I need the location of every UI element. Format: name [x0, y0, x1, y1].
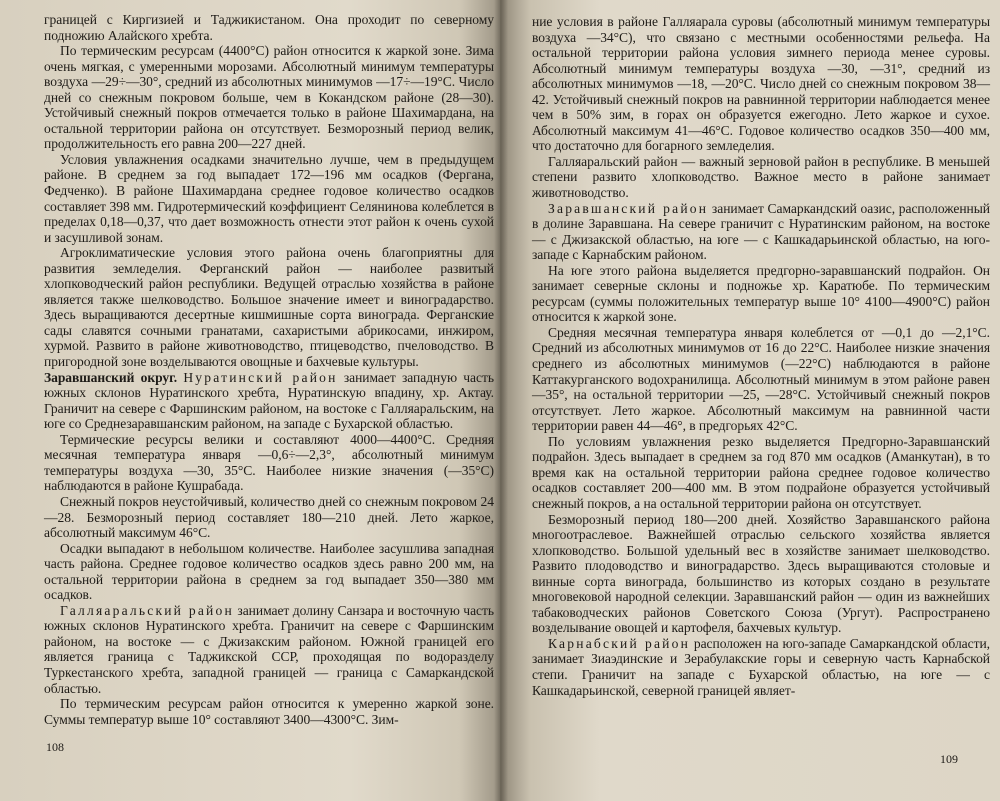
page-number: 109	[940, 752, 958, 766]
paragraph: границей с Киргизией и Таджикистаном. Она проходит по северному подножию Алайского хребта.	[44, 12, 494, 43]
section-paragraph	[44, 603, 494, 696]
paragraph: На юге этого района выделяется предгорно-заравшанский подрайон. Он занимает северные склоны и подножье хр. Каратюбе. По термическим ресурсам (суммы положительных температур выше 10° 4100—4900°С) район относится к жаркой зоне.	[532, 262, 990, 325]
paragraph-text: занимает западную часть южных склонов Нуратинского хребта, Нуратинскую впадину, хр. Актау. Граничит на севере с Фаршинским районом, на востоке с Галляаральским, на юге со Среднезаравшанским районом, на западе с Бухарской областью.	[44, 369, 494, 432]
right-page	[500, 0, 1000, 801]
section-paragraph	[532, 636, 990, 698]
paragraph: Безморозный период 180—200 дней. Хозяйство Заравшанского района многоотраслевое. Важнейшей отраслью сельского хозяйства является хлопководство. Большой удельный вес в хозяйстве занимает шелководство. Развито плодоводство и виноградарство. Здесь выращиваются столовые и винные сорта винограда, большинство из которых создано в результате многовековой народной селекции. Заравшанский район — один из важнейших табаководческих районов Советского Союза (Ургут). Распространено возделывание овощей и картофеля, бахчевых культур.	[532, 511, 990, 636]
district-name: Галляаральский район	[60, 602, 234, 618]
paragraph: Агроклиматические условия этого района очень благоприятны для развития земледелия. Ферганский район — наиболее развитый хлопководческий район республики. Ведущей отраслью хозяйства в районе является также шелководство. Большое значение имеет и виноградарство. Здесь выращиваются десертные кишмишные сорта винограда. Ферганские сады славятся сочными гранатами, сахаристыми абрикосами, инжиром, хурмой. Развито в районе животноводство, птицеводство, пчеловодство. В пригородной зоне возделываются овощные и бахчевые культуры.	[44, 245, 494, 370]
left-page-text	[44, 12, 494, 727]
paragraph: Осадки выпадают в небольшом количестве. Наиболее засушлива западная часть района. Среднее годовое количество осадков здесь равно 200 мм, на остальной территории района в среднем за год выпадает 350—380 мм осадков.	[44, 540, 494, 603]
paragraph: Термические ресурсы велики и составляют 4000—4400°С. Средняя месячная температура января —0,6÷—2,3°, абсолютный минимум температуры воздуха —30, 35°С. Наиболее низкие значения (—35°С) наблюдаются в районе Кушрабада.	[44, 431, 494, 494]
paragraph: Галляаральский район — важный зерновой район в республике. В меньшей степени развито хлопководство. Важное место в районе занимает животноводство.	[532, 153, 990, 201]
book-gutter	[494, 0, 508, 801]
paragraph-text: занимает Самаркандский оазис, расположенный в долине Заравшана. На севере граничит с Нуратинским районом, на востоке — с Джизакской областью, на юге — с Кашкадарьинской областью, на юго-западе с Карнабским районом.	[532, 200, 990, 263]
page-number: 108	[46, 740, 64, 754]
section-paragraph	[44, 370, 494, 432]
right-page-text	[532, 14, 990, 698]
paragraph: По термическим ресурсам (4400°С) район относится к жаркой зоне. Зима очень мягкая, с умеренными морозами. Абсолютный минимум температуры воздуха —29÷—30°, средний из абсолютных минимумов —17÷—19°С. Число дней со снежным покровом больше, чем в Кокандском районе (28—30). Устойчивый снежный покров отмечается только в районе Шахимардана, на остальной территории района он отсутствует. Безморозный период велик, продолжительность его равна 200—227 дней.	[44, 43, 494, 152]
paragraph: По термическим ресурсам район относится к умеренно жаркой зоне. Суммы температур выше 10° составляют 3400—4300°С. Зим-	[44, 696, 494, 727]
paragraph: Снежный покров неустойчивый, количество дней со снежным покровом 24—28. Безморозный период составляет 180—210 дней. Лето жаркое, абсолютный максимум 46°С.	[44, 493, 494, 541]
district-name: Карнабский район	[548, 635, 691, 651]
district-name: Заравшанский район	[548, 200, 709, 216]
district-name: Нуратинский район	[183, 369, 338, 385]
paragraph: ние условия в районе Галляарала суровы (абсолютный минимум температуры воздуха —34°С), что связано с местными особенностями рельефа. На остальной территории района условия зимнего периода менее суровы. Абсолютный минимум температуры воздуха —30, —31°, средний из абсолютных минимумов —18, —20°С. Число дней со снежным покровом 38—42. Устойчивый снежный покров на равнинной территории наблюдается менее чем в 50% зим, в горах он образуется ежегодно. Лето жаркое и сухое. Абсолютный максимум 41—46°С. Годовое количество осадков 350—400 мм, что достаточно для богарного земледелия.	[532, 14, 990, 154]
paragraph-text: расположен на юго-западе Самаркандской области, занимает Зиаэдинские и Зерабулакские горы и северную часть Карнабской степи. Граничит на западе с Бухарской областью, на юге — с Кашкадарьинской, северной границей являет-	[532, 635, 990, 698]
paragraph-text: занимает долину Санзара и восточную часть южных склонов Нуратинского хребта. Граничит на севере с Фаршинским районом, на востоке — с Джизакским районом. Южной границей его является граница с Таджикской ССР, проходящая по водоразделу Туркестанского хребта, западной границей — граница с Самаркандской областью.	[44, 602, 494, 696]
paragraph: По условиям увлажнения резко выделяется Предгорно-Заравшанский подрайон. Здесь выпадает в среднем за год 870 мм осадков (Аманкутан), в то время как на остальной территории района среднее годовое количество осадков составляет 200—400 мм. В этом подрайоне образуется устойчивый снежный покров, а на остальной территории района он отсутствует.	[532, 433, 990, 511]
section-heading: Заравшанский округ.	[44, 369, 178, 385]
paragraph: Условия увлажнения осадками значительно лучше, чем в предыдущем районе. В среднем за год выпадает 172—196 мм осадков (Фергана, Федченко). В районе Шахимардана среднее годовое количество осадков составляет 398 мм. Гидротермический коэффициент Селянинова колеблется в пределах 0,18—0,37, что дает возможность отнести этот район к очень сухой и засушливой зонам.	[44, 151, 494, 245]
paragraph: Средняя месячная температура января колеблется от —0,1 до —2,1°С. Средний из абсолютных минимумов от 16 до 22°С. Наиболее низкие значения среднего из абсолютных минимумов (—22°С) наблюдаются в районе Каттакурганского водохранилища. Абсолютный минимум в этом районе равен —35°, на остальной территории —25, —28°С. Устойчивый снежный покров отсутствует. Лето жаркое. Абсолютный максимум на равнинной части территории равен 44—46°, в предгорьях 42°С.	[532, 324, 990, 434]
section-paragraph	[532, 201, 990, 263]
